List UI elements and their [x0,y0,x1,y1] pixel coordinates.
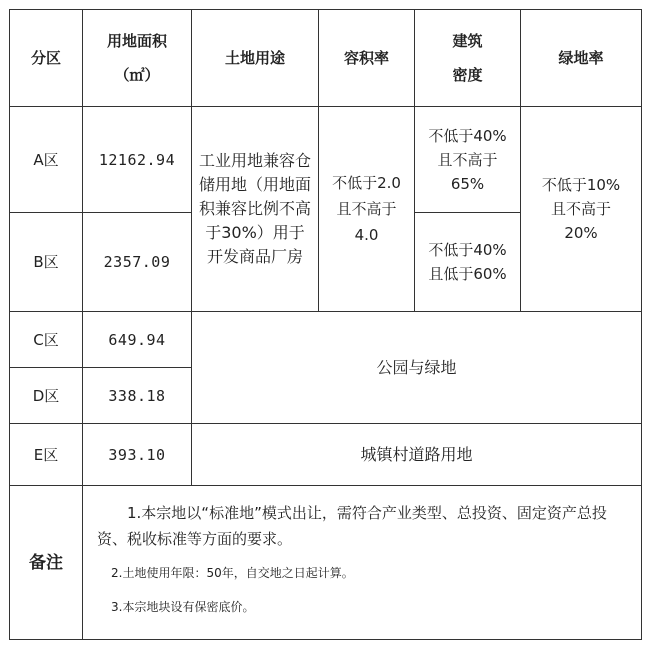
header-land-use: 土地用途 [192,10,319,107]
header-area-unit: （㎡） [114,66,160,84]
area-cell: 393.10 [83,424,192,486]
land-parcel-table [9,9,642,640]
density-a-text: 不低于40%且不高于65% [428,126,507,193]
header-density-line1: 建筑 [452,32,483,50]
note-item-3: 3.本宗地块设有保密底价。 [111,600,255,614]
zone-cell: A区 [10,107,83,213]
density-b-text: 不低于40%且低于60% [428,241,507,283]
notes-row [10,486,642,640]
header-row [10,10,642,107]
ab-land-use-text: 工业用地兼容仓储用地（用地面积兼容比例不高于30%）用于开发商品厂房 [198,151,311,266]
density-a-cell [415,107,521,213]
notes-cell [83,486,642,640]
header-green: 绿地率 [521,10,642,107]
header-density [415,10,521,107]
note-item-2: 2.土地使用年限：50年，自交地之日起计算。 [111,566,354,580]
header-zone: 分区 [10,10,83,107]
cd-use-cell: 公园与绿地 [192,312,642,424]
table-row-a [10,107,642,213]
header-far: 容积率 [319,10,415,107]
zone-cell: D区 [10,368,83,424]
header-area [83,10,192,107]
zone-cell: B区 [10,213,83,312]
area-cell: 338.18 [83,368,192,424]
table-row-e [10,424,642,486]
e-use-cell: 城镇村道路用地 [192,424,642,486]
ab-green-text: 不低于10%且不高于20% [541,176,621,242]
ab-land-use-cell [192,107,319,312]
area-cell: 649.94 [83,312,192,368]
notes-label: 备注 [10,486,83,640]
density-b-cell [415,213,521,312]
area-cell: 12162.94 [83,107,192,213]
zone-cell: C区 [10,312,83,368]
ab-green-cell [521,107,642,312]
zone-cell: E区 [10,424,83,486]
note-item-1: 1.本宗地以“标准地”模式出让，需符合产业类型、总投资、固定资产总投资、税收标准等方面的要求。 [97,504,607,548]
table-row-c [10,312,642,368]
ab-far-cell [319,107,415,312]
header-density-line2: 密度 [452,66,483,84]
ab-far-text: 不低于2.0且不高于4.0 [332,174,401,244]
header-area-label: 用地面积 [106,32,167,50]
area-cell: 2357.09 [83,213,192,312]
